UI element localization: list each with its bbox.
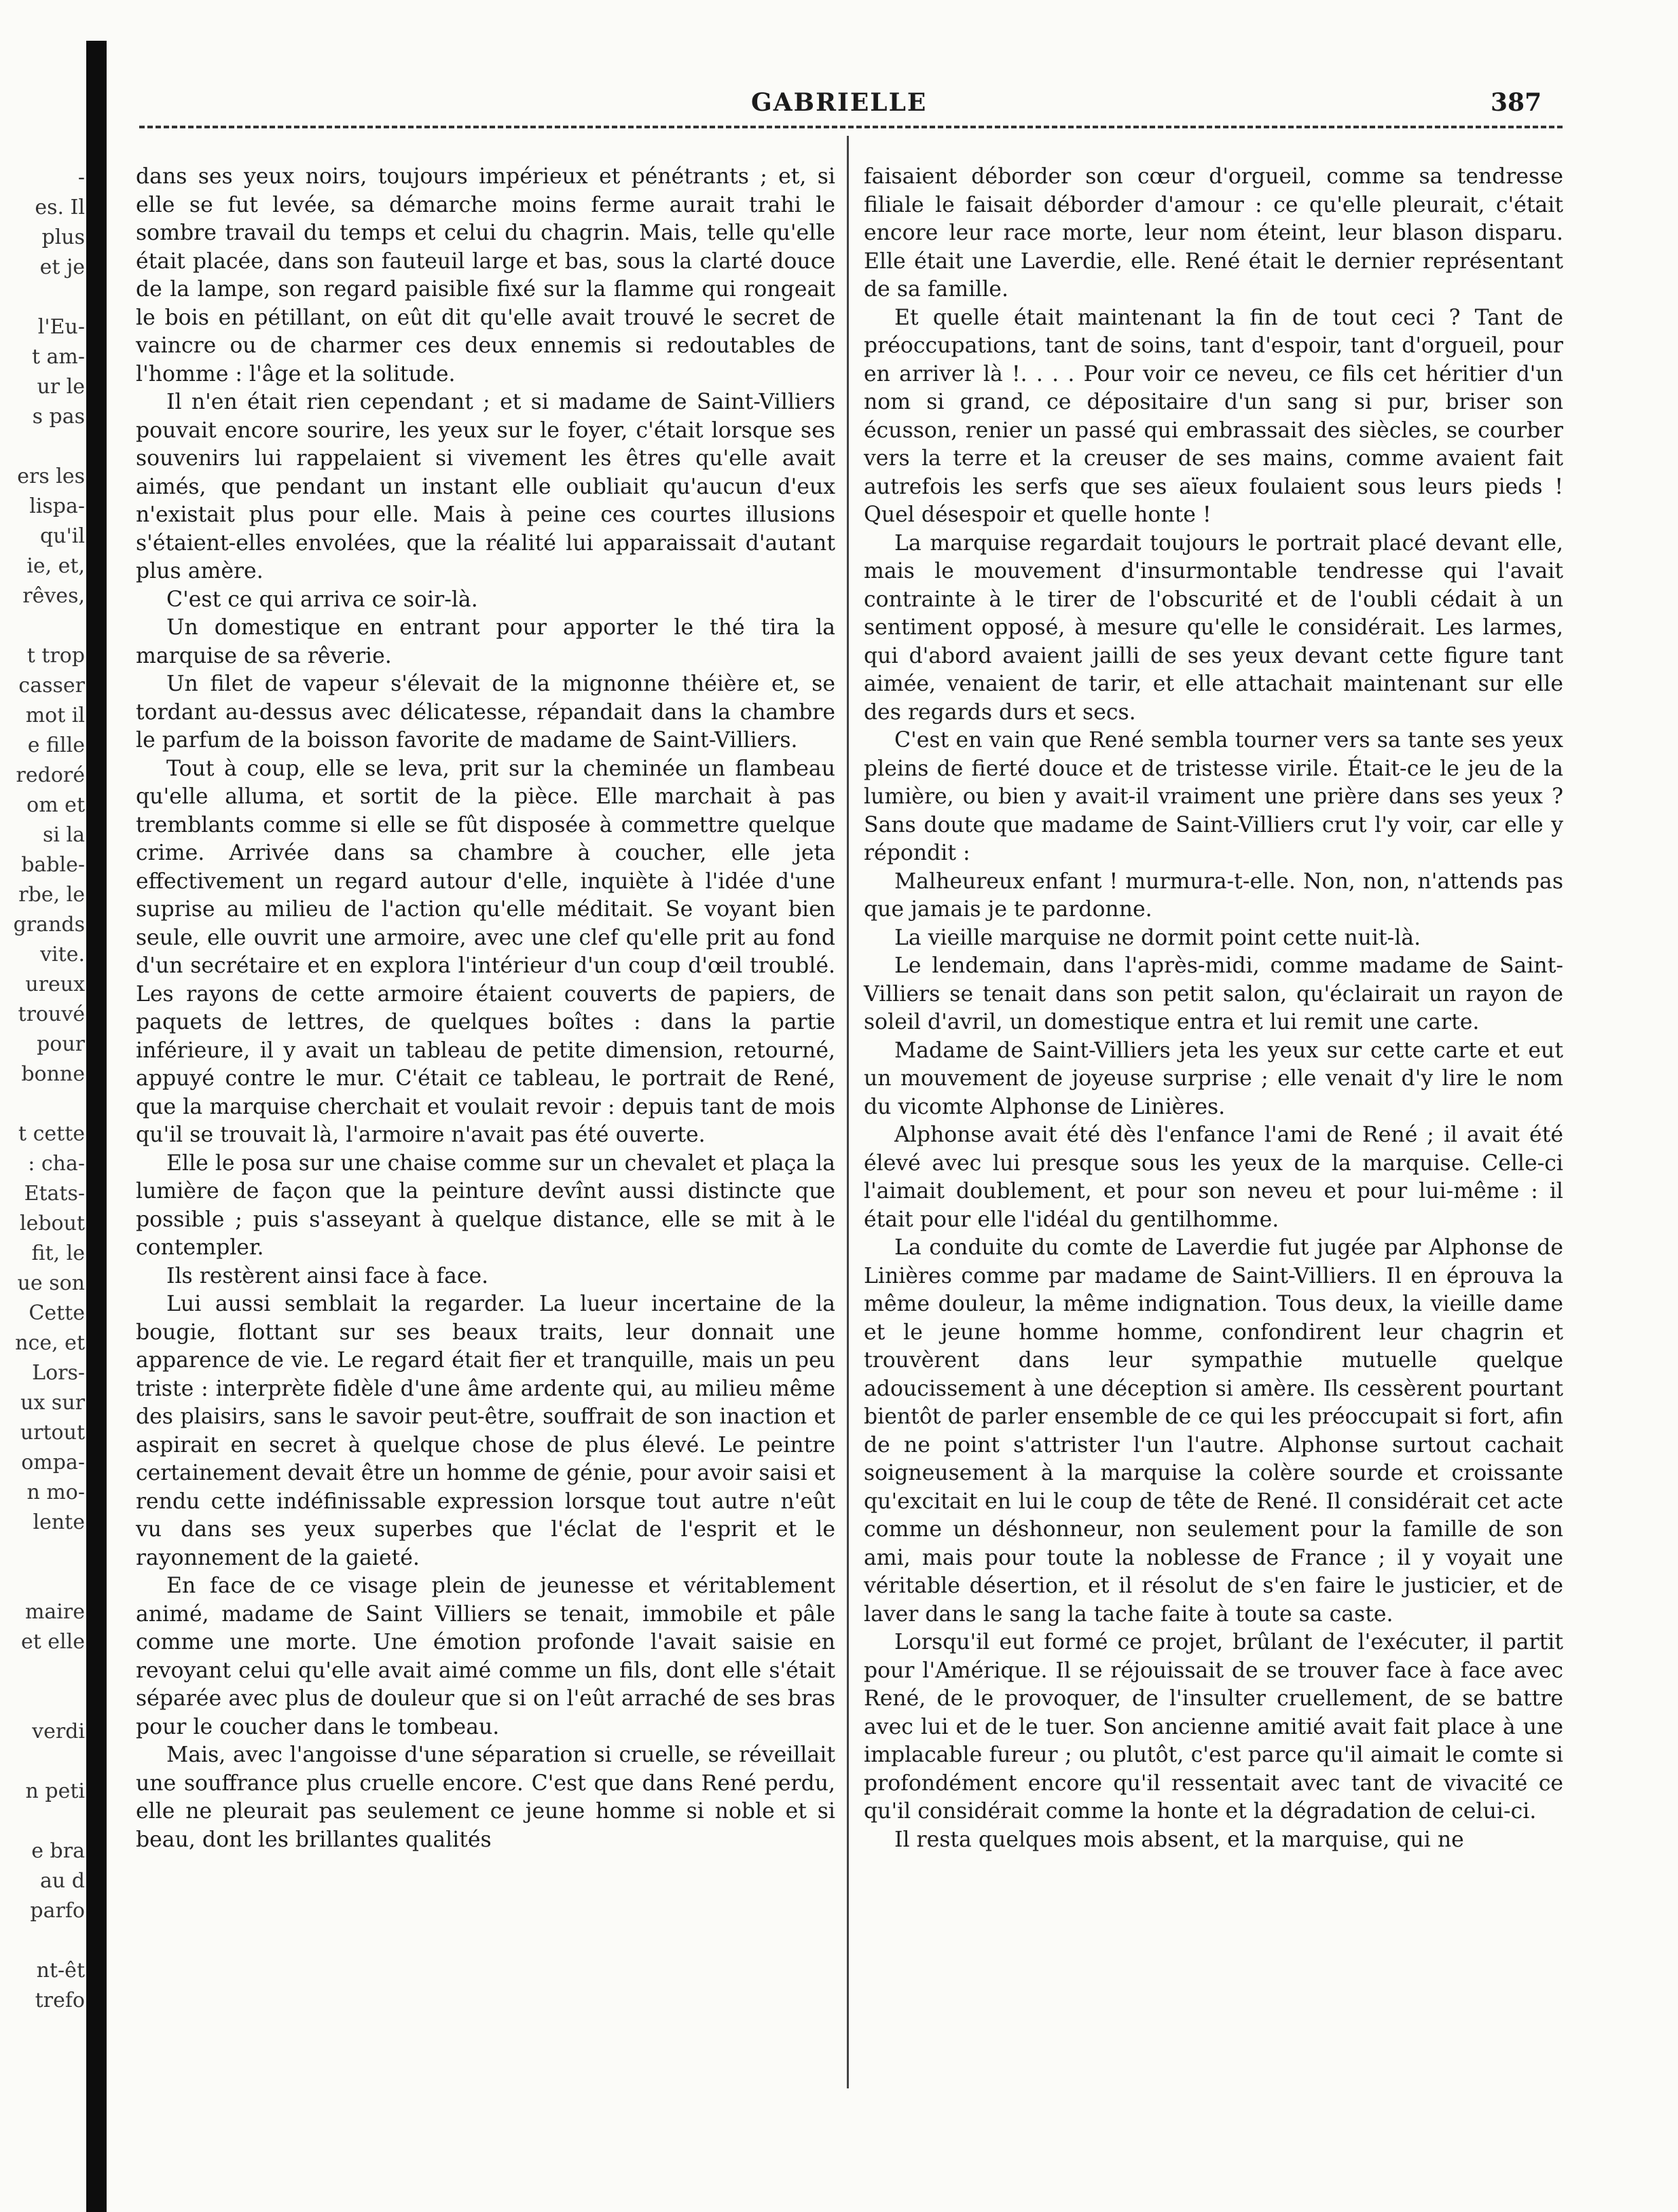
paragraph: Tout à coup, elle se leva, prit sur la cheminée un flambeau qu'elle alluma, et sortit de la pièce. Elle marchait à pas tremblants comme si elle se fût disposée à commettre quelque crime. Arrivée dans sa chambre à coucher, elle jeta effectivement un regard autour d'elle, inquiète à l'idée d'une suprise au milieu de l'action qu'elle méditait. Se voyant bien seule, elle ouvrit une armoire, avec une clef qu'elle prit au fond d'un secrétaire et en explora l'intérieur d'un coup d'œil troublé. Les rayons de cette armoire étaient couverts de papiers, de paquets de lettres, de quelques boîtes : dans la partie inférieure, il y avait un tableau de petite dimension, retourné, appuyé contre le mur. C'était ce tableau, le portrait de René, que la marquise cherchait et voulait revoir : depuis tant de mois qu'il se trouvait là, l'armoire n'avait pas été ouverte. [136,756,835,1147]
gutter-fragment: Lors- [32,1361,85,1385]
gutter-fragment: rbe, le [18,883,85,907]
gutter-fragment: lebout [20,1212,85,1235]
gutter-fragment: es. Il [35,196,85,219]
gutter-fragment [0,1687,85,1717]
page-number: 387 [1491,88,1542,117]
gutter-fragment: fit, le [31,1241,85,1265]
paragraph: Il n'en était rien cependant ; et si madame de Saint-Villiers pouvait encore sourire, les yeux sur le foyer, c'était lorsque ses souvenirs lui rappelaient si vivement les êtres qu'elle avait aimés, que pendant un instant elle oubliait qu'aucun d'eux n'existait plus pour elle. Mais à peine ces courtes illusions s'étaient-elles envolées, que la réalité lui apparaissait d'autant plus amère. [136,390,835,583]
gutter-fragment [0,1926,85,1956]
gutter-fragment: et je [39,255,85,279]
gutter-fragment: ue son [17,1271,85,1295]
gutter-fragment [0,1807,85,1836]
gutter-fragment: s pas [32,405,85,429]
gutter-fragment [0,611,85,641]
paragraph: faisaient déborder son cœur d'orgueil, comme sa tendresse filiale le faisait déborder d'amour : ce qu'elle pleurait, c'était encore leur race morte, leur nom éteint, leur blason disparu. Elle était une Laverdie, elle. René était le dernier représentant de sa famille. [864,164,1563,302]
gutter-fragment: trefo [35,1989,85,2012]
gutter-fragment [0,283,85,312]
gutter-fragment: au d [40,1869,85,1893]
gutter-fragment: om et [26,793,85,817]
gutter-fragment: ux sur [20,1391,85,1415]
gutter-fragment [0,1538,85,1567]
gutter-fragment: e bra [31,1839,85,1863]
gutter-fragment: ie, et, [26,554,85,578]
gutter-fragment: si la [42,823,85,847]
gutter-fragment: lente [33,1510,85,1534]
paragraph: C'est ce qui arriva ce soir-là. [166,587,478,612]
gutter-fragment: verdi [32,1720,85,1743]
gutter-fragment: nt-êt [36,1959,85,1982]
gutter-fragment: nce, et [15,1331,85,1355]
gutter-fragment [0,432,85,462]
paragraph: dans ses yeux noirs, toujours impérieux et pénétrants ; et, si elle se fut levée, sa démarche moins ferme aurait trahi le sombre travail du temps et celui du chagrin. Mais, telle qu'elle était placée, dans son fauteuil large et bas, sous la clarté douce de la lampe, son regard paisible fixé sur la flamme qui rongeait le bois en pétillant, on eût dit qu'elle avait trouvé le secret de vaincre ou de charmer ces deux ennemis si redoutables de l'homme : l'âge et la solitude. [136,164,835,386]
gutter-fragment: parfo [30,1899,85,1923]
right-column [864,163,1563,1854]
gutter-fragment: ur le [37,375,85,399]
paragraph: Madame de Saint-Villiers jeta les yeux sur cette carte et eut un mouvement de joyeuse surprise ; elle venait d'y lire le nom du vicomte Alphonse de Linières. [864,1038,1563,1119]
book-spine-shadow [86,41,107,2212]
gutter-fragment: trouvé [18,1002,85,1026]
gutter-fragment: pour [37,1032,85,1056]
gutter-fragment: mot il [25,704,85,727]
paragraph: Le lendemain, dans l'après-midi, comme madame de Saint-Villiers se tenait dans son petit salon, qu'éclairait un rayon de soleil d'avril, un domestique entra et lui remit une carte. [864,954,1563,1034]
paragraph: En face de ce visage plein de jeunesse et véritablement animé, madame de Saint Villiers se tenait, immobile et pâle comme une morte. Une émotion profonde l'avait saisie en revoyant celui qu'elle avait aimé comme un fils, dont elle s'était séparée avec plus de douleur que si on l'eût arraché de ses bras pour le coucher dans le tombeau. [136,1574,835,1739]
gutter-fragment: maire [24,1600,85,1624]
paragraph: C'est en vain que René sembla tourner vers sa tante ses yeux pleins de fierté douce et de tristesse virile. Était-ce le jeu de la lumière, ou bien y avait-il vraiment une prière dans ses yeux ? Sans doute que madame de Saint-Villiers crut l'y voir, car elle y répondit : [864,728,1563,865]
gutter-fragment: ers les [17,465,85,488]
paragraph: Malheureux enfant ! murmura-t-elle. Non, non, n'attends pas que jamais je te pardonne. [864,869,1563,922]
header-rule [139,126,1563,128]
gutter-fragment: ompa- [21,1451,85,1474]
gutter-fragment: Etats- [24,1182,85,1205]
paragraph: Un filet de vapeur s'élevait de la mignonne théière et, se tordant au-dessus avec délicatesse, répandait dans la chambre le parfum de la boisson favorite de madame de Saint-Villiers. [136,672,835,753]
gutter-fragment [0,1657,85,1687]
gutter-fragment: rêves, [22,584,85,608]
gutter-fragment: redoré [16,763,85,787]
gutter-fragment: ureux [25,973,85,996]
gutter-fragment: bonne [21,1062,85,1086]
paragraph: Lorsqu'il eut formé ce projet, brûlant de l'exécuter, il partit pour l'Amérique. Il se réjouissait de se trouver face à face avec René, de le provoquer, de l'insulter cruellement, de se battre avec lui et de le tuer. Son ancienne amitié avait fait place à une implacable fureur ; ou plutôt, c'est parce qu'il aimait le comte si profondément encore qu'il ressentait avec tant de vivacité ce qu'il considérait comme la honte et la dégradation de celui-ci. [864,1630,1563,1824]
facing-page-bleed [0,163,85,2133]
paragraph: Elle le posa sur une chaise comme sur un chevalet et plaça la lumière de façon que la peinture devînt aussi distincte que possible ; puis s'asseyant à quelque distance, elle se mit à le contempler. [136,1150,835,1260]
gutter-fragment: vite. [40,943,85,966]
gutter-fragment: t trop [26,644,85,668]
gutter-fragment: Cette [29,1301,85,1325]
paragraph: La vieille marquise ne dormit point cette nuit-là. [894,925,1421,950]
gutter-fragment: - [77,166,85,189]
paragraph: La conduite du comte de Laverdie fut jugée par Alphonse de Linières comme par madame de Saint-Villiers. Il en éprouva la même douleur, la même indignation. Tous deux, la vieille dame et le jeune homme homme, confondirent leur chagrin et trouvèrent dans leur sympathie mutuelle quelque adoucissement à une déception si amère. Ils cessèrent pourtant bientôt de parler ensemble de ce qui les préoccupait si fort, afin de ne point s'attrister l'un l'autre. Alphonse surtout cachait soigneusement à la marquise la colère sourde et croissante qu'excitait en lui le coup de tête de René. Il considérait cet acte comme un déshonneur, non seulement pour la famille de son ami, mais pour toute la noblesse de France ; il y voyait une véritable désertion, et il résolut de s'en faire le justicier, et de laver dans le sang la tache faite à toute sa caste. [864,1235,1563,1627]
gutter-fragment: plus [41,225,85,249]
gutter-fragment: et elle [20,1630,85,1654]
gutter-fragment: grands [13,913,85,937]
gutter-fragment: n mo- [26,1481,85,1504]
paragraph: Alphonse avait été dès l'enfance l'ami de René ; il avait été élevé avec lui presque sous les yeux de la marquise. Celle-ci l'aimait doublement, et pour son neveu et pour lui-même : il était pour elle l'idéal du gentilhomme. [864,1123,1563,1232]
gutter-fragment: t am- [31,345,85,369]
column-divider [847,136,849,2088]
paragraph: Un domestique en entrant pour apporter le thé tira la marquise de sa rêverie. [136,615,835,668]
running-head [0,81,1678,122]
gutter-fragment [0,1567,85,1597]
left-column [136,163,835,1854]
gutter-fragment: bable- [21,853,85,877]
page-title: GABRIELLE [751,88,928,117]
paragraph: Mais, avec l'angoisse d'une séparation si cruelle, se réveillait une souffrance plus cruelle encore. C'est que dans René perdu, elle ne pleurait pas seulement ce jeune homme si noble et si beau, dont les brillantes qualités [136,1743,835,1852]
paragraph: Il resta quelques mois absent, et la marquise, qui ne [894,1827,1464,1852]
gutter-fragment: n peti [25,1779,85,1803]
gutter-fragment: l'Eu- [37,315,85,339]
gutter-fragment: urtout [20,1421,85,1445]
gutter-fragment: t cette [18,1122,85,1146]
gutter-fragment: casser [18,674,85,697]
paragraph: Et quelle était maintenant la fin de tout ceci ? Tant de préoccupations, tant de soins, tant d'espoir, tant d'orgueil, pour en arriver là !. . . . Pour voir ce neveu, ce fils cet héritier d'un nom si grand, ce dépositaire d'un sang si pur, briser son écusson, renier un passé qui embrassait des siècles, se courber vers la terre et la creuser de ses mains, comme avaient fait autrefois les serfs que ses aïeux foulaient sous leurs pieds ! Quel désespoir et quelle honte ! [864,305,1563,527]
gutter-fragment [0,1747,85,1777]
paragraph: Ils restèrent ainsi face à face. [166,1263,489,1288]
gutter-fragment: e fille [27,733,85,757]
paragraph: La marquise regardait toujours le portrait placé devant elle, mais le mouvement d'insurmontable tendresse qui l'avait contrainte à le tirer de l'obscurité et de l'oubli cédait à un sentiment opposé, à mesure qu'elle le considérait. Les larmes, qui d'abord avaient jailli de ses yeux devant cette figure tant aimée, venaient de tarir, et elle attachait maintenant sur elle des regards durs et secs. [864,530,1563,725]
gutter-fragment: qu'il [40,524,85,548]
gutter-fragment: : cha- [28,1152,85,1176]
gutter-fragment: lispa- [29,494,85,518]
paragraph: Lui aussi semblait la regarder. La lueur incertaine de la bougie, flottant sur ses beaux traits, leur donnait une apparence de vie. Le regard était fier et tranquille, mais un peu triste : interprète fidèle d'une âme ardente qui, au milieu même des plaisirs, sans le savoir peut-être, souffrait de son inaction et aspirait en secret à quelque chose de plus élevé. Le peintre certainement devait être un homme de génie, pour avoir saisi et rendu cette indéfinissable expression lorsque tout autre n'eût vu dans ses yeux superbes que l'éclat de l'esprit et le rayonnement de la gaieté. [136,1292,835,1570]
gutter-fragment [0,1089,85,1119]
